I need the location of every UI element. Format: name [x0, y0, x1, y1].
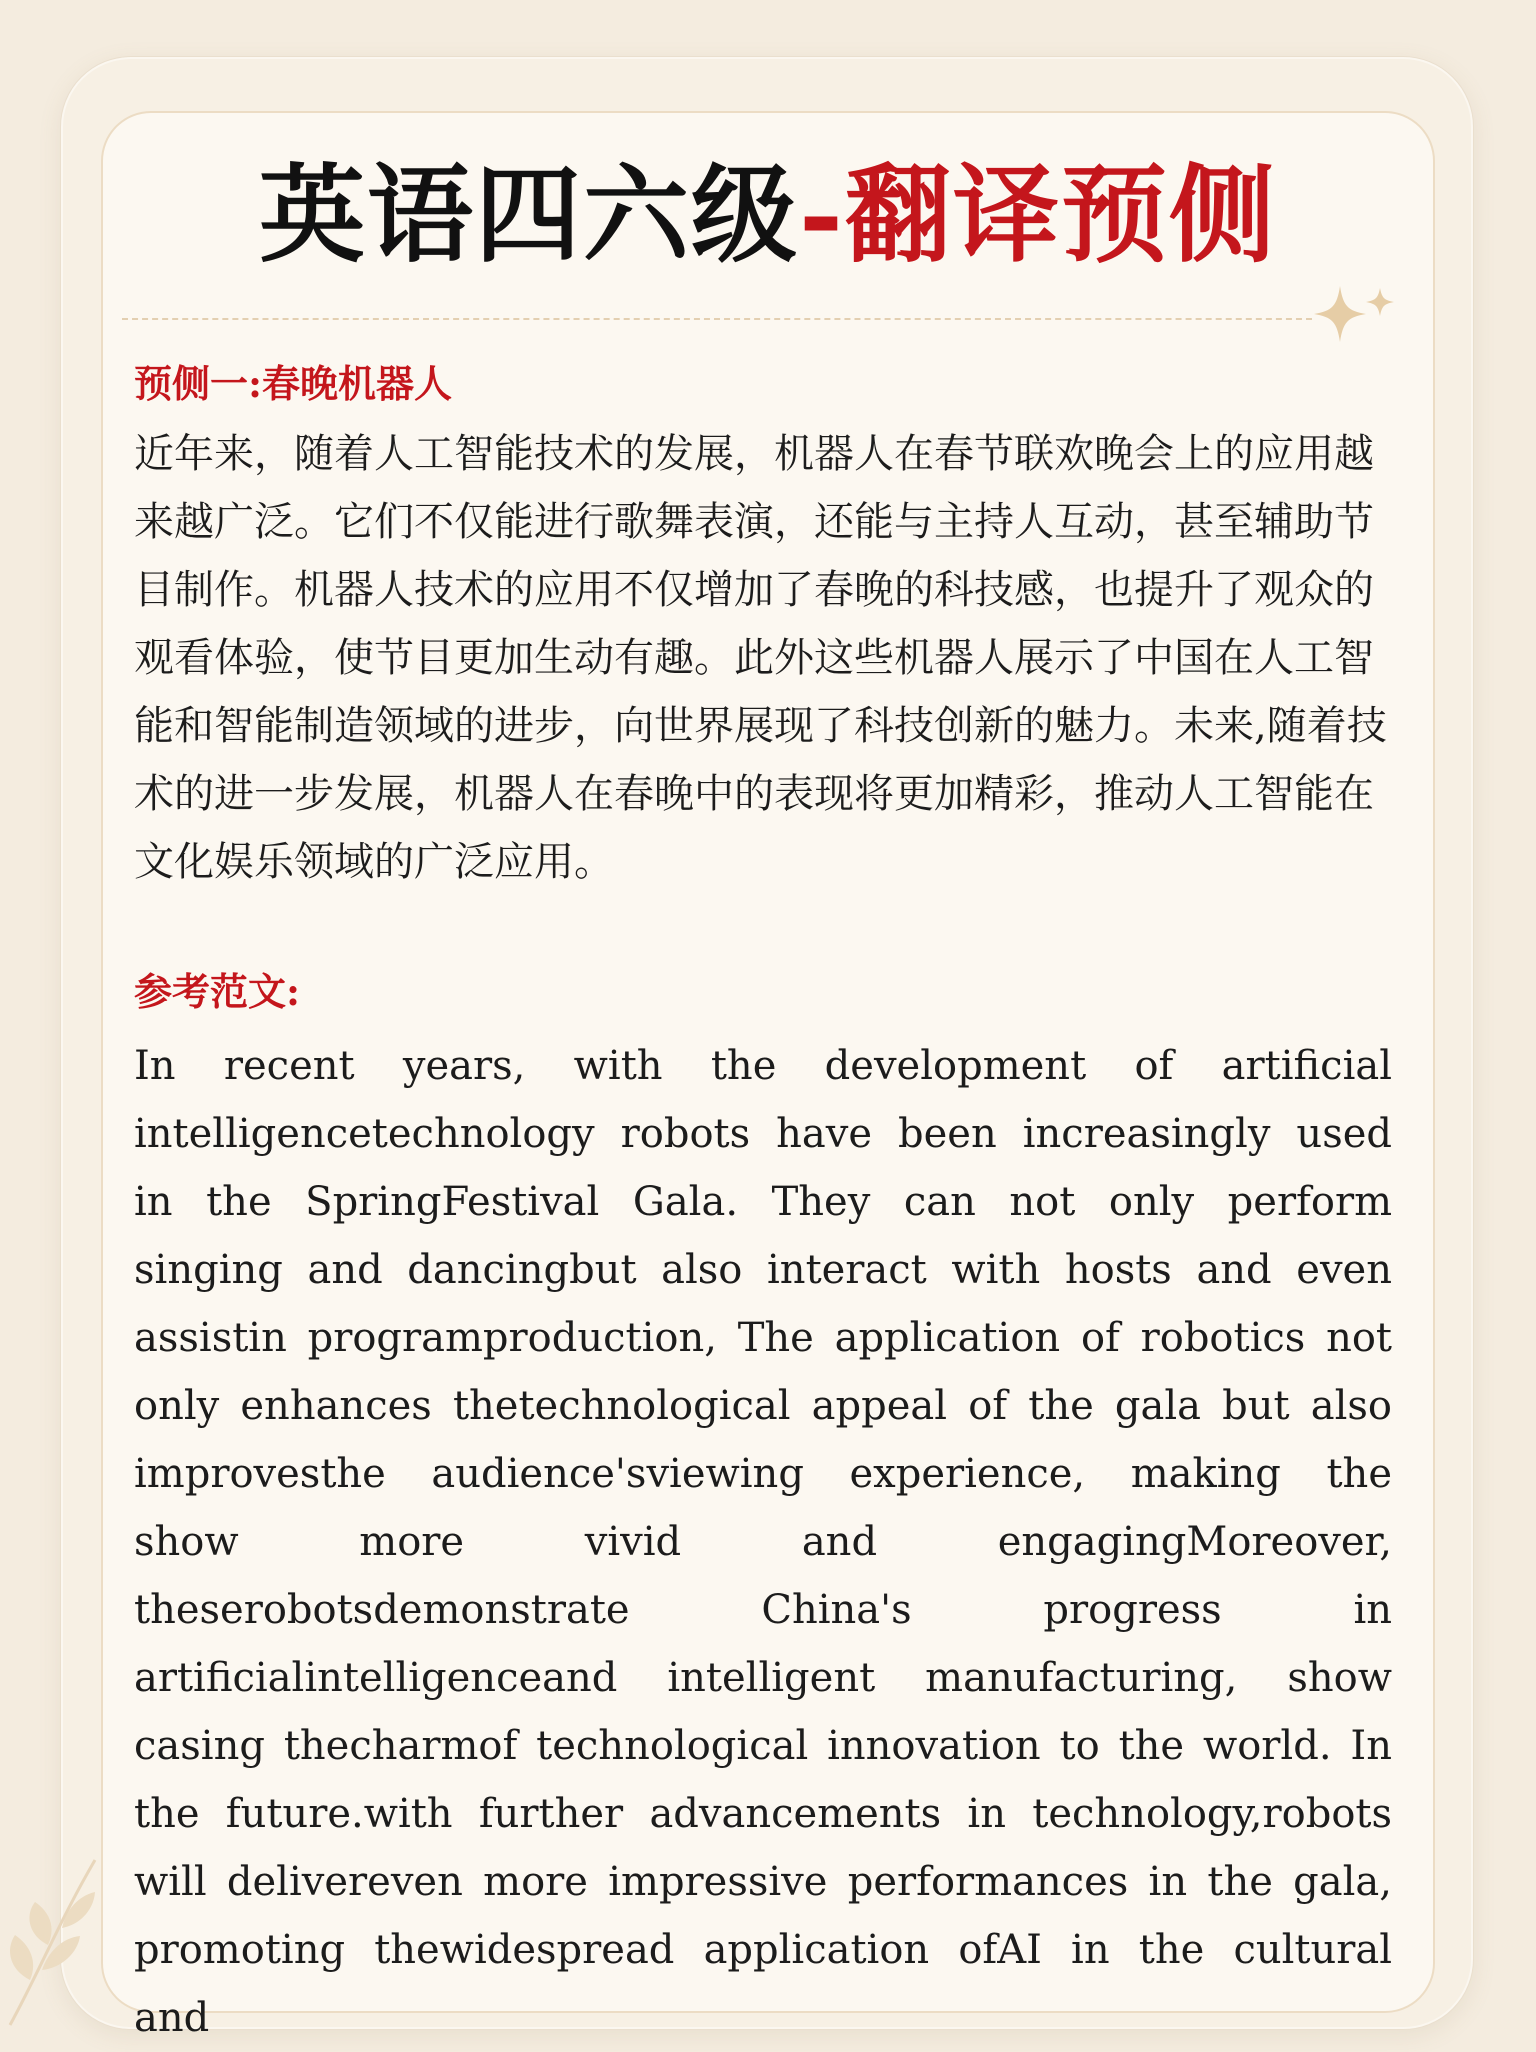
section-heading-prompt: 预侧一:春晚机器人	[134, 361, 453, 406]
chinese-prompt-text: 近年来，随着人工智能技术的发展，机器人在春节联欢晚会上的应用越来越广泛。它们不仅能进行歌舞表演，还能与主持人互动，甚至辅助节目制作。机器人技术的应用不仅增加了春晚的科技感，也提升了观众的观看体验，使节目更加生动有趣。此外这些机器人展示了中国在人工智能和智能制造领域的进步，向世界展现了科技创新的魅力。未来,随着技术的进一步发展，机器人在春晚中的表现将更加精彩，推动人工智能在文化娱乐领域的广泛应用。	[134, 431, 1387, 885]
title-divider	[122, 318, 1312, 320]
title-part-2: -翻译预侧	[799, 152, 1277, 277]
sparkle-icon	[1312, 282, 1398, 346]
page-title	[0, 150, 1536, 280]
english-reference-text: In recent years, with the development of artificial intelligencetechnology robots have been increasingly used in the SpringFestival Gala. They can not only perform singing and dancingbut also interact with hosts and even assistin programproduction, The application of robotics not only enhances thetechnological appeal of the gala but also improvesthe audience'sviewing experience, making the show more vivid and engagingMoreover, theserobotsdemonstrate China's progress in artificialintelligenceand intelligent manufacturing, show casing thecharmof technological innovation to the world. In the future.with further advancements in technology,robots will delivereven more impressive performances in the gala, promoting thewidespread application ofAI in the cultural and	[134, 1043, 1392, 2041]
section-heading-reference: 参考范文:	[134, 969, 301, 1014]
leaf-icon	[0, 1850, 110, 2030]
title-part-1: 英语四六级	[259, 152, 799, 277]
